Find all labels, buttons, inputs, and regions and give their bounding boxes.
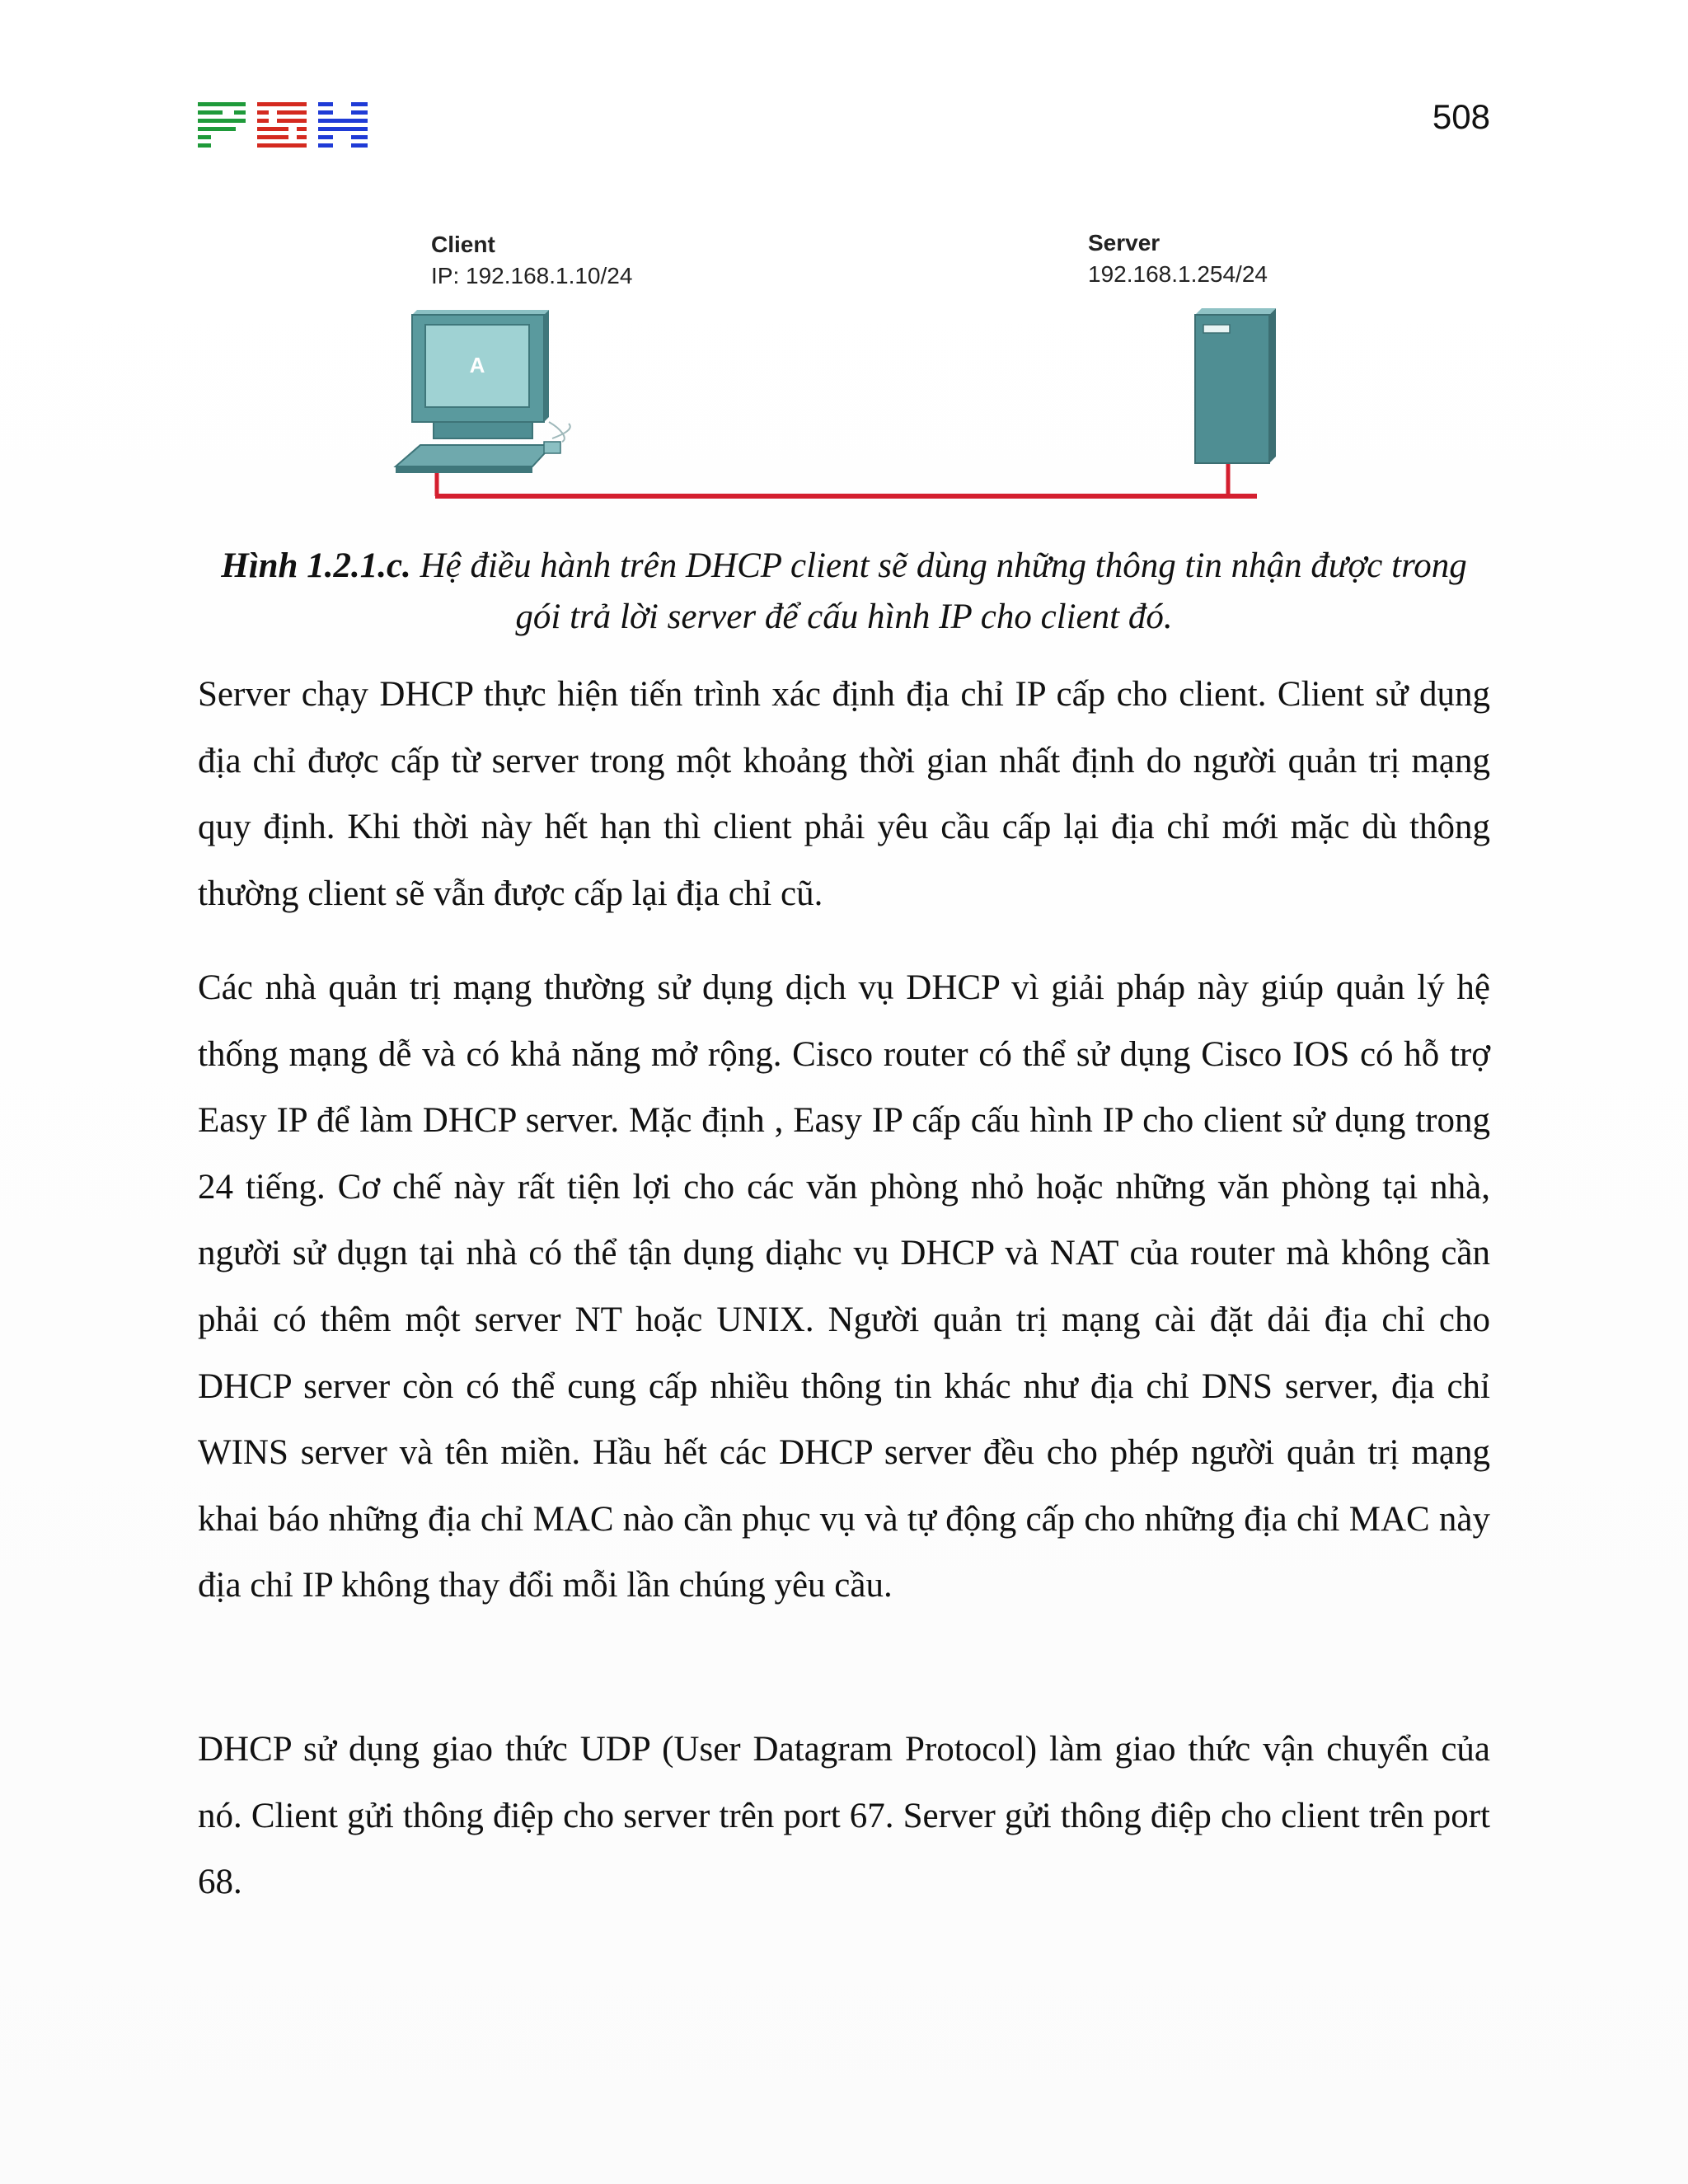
client-computer-icon [396,310,570,473]
client-screen-label: A [469,353,485,377]
server-tower-icon [1195,308,1276,463]
client-label-group [431,229,632,292]
server-title: Server [1088,230,1160,255]
page-number: 508 [1432,97,1490,136]
client-title: Client [431,232,495,257]
figure-caption-text: Hệ điều hành trên DHCP client sẽ dùng những thông tin nhận được trong gói trả lời server để cấu hình IP cho client đó. [420,546,1467,636]
network-diagram [387,223,1302,511]
figure-caption-label: Hình 1.2.1.c. [221,546,411,585]
body-paragraph-2: Các nhà quản trị mạng thường sử dụng dịch vụ DHCP vì giải pháp này giúp quản lý hệ thống mạng dễ và có khả năng mở rộng. Cisco router có thể sử dụng Cisco IOS có hỗ trợ Easy IP để làm DHCP server. Mặc định , Easy IP cấp cấu hình IP cho client sử dụng trong 24 tiếng. Cơ chế này rất tiện lợi cho các văn phòng nhỏ hoặc những văn phòng tại nhà, người sử dụgn tại nhà có thể tận dụng diạhc vụ DHCP và NAT của router mà không cần phải có thêm một server NT hoặc UNIX. Người quản trị mạng cài đặt dải địa chỉ cho DHCP server còn có thể cung cấp nhiều thông tin khác như địa chỉ DNS server, địa chỉ WINS server và tên miền. Hầu hết các DHCP server đều cho phép người quản trị mạng khai báo những địa chỉ MAC nào cần phục vụ và tự động cấp cho những địa chỉ MAC này địa chỉ IP không thay đổi mỗi lần chúng yêu cầu. [198,968,1490,1605]
figure-caption [198,541,1490,643]
body-paragraph-1: Server chạy DHCP thực hiện tiến trình xác định địa chỉ IP cấp cho client. Client sử dụng địa chỉ được cấp từ server trong một khoảng thời gian nhất định do người quản trị mạng quy định. Khi thời này hết hạn thì client phải yêu cầu cấp lại địa chỉ mới mặc dù thông thường client sẽ vẫn được cấp lại địa chỉ cũ. [198,675,1490,913]
logo-letter-p [198,102,246,148]
logo-letter-n [257,102,307,148]
pnh-logo [198,102,368,148]
server-label-group [1088,227,1268,290]
body-paragraph-3: DHCP sử dụng giao thức UDP (User Datagram Protocol) làm giao thức vận chuyển của nó. Client gửi thông điệp cho server trên port 67. Server gửi thông điệp cho client trên port 68. [198,1730,1490,1902]
client-ip: IP: 192.168.1.10/24 [431,263,633,288]
server-ip: 192.168.1.254/24 [1088,261,1268,287]
